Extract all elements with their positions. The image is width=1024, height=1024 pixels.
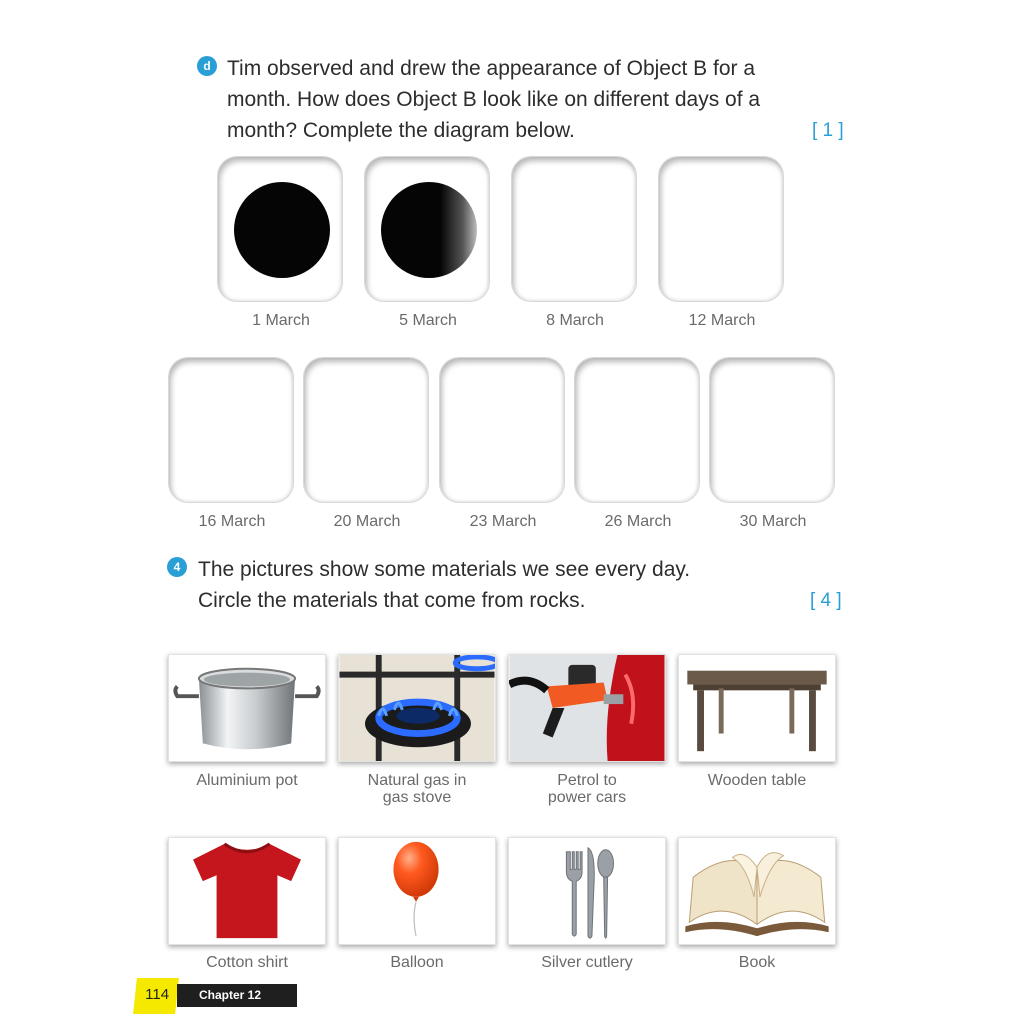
question-4-line-2: Circle the materials that come from rocks. bbox=[198, 589, 586, 612]
material-label: Natural gas in gas stove bbox=[367, 772, 467, 806]
question-d-line-1: Tim observed and drew the appearance of Object B for a bbox=[227, 57, 756, 80]
fuel-nozzle-icon bbox=[509, 655, 665, 761]
material-label: Petrol to power cars bbox=[547, 772, 627, 806]
moon-label: 30 March bbox=[739, 513, 807, 530]
cooking-pot-icon bbox=[169, 655, 325, 761]
question-4-line-1: The pictures show some materials we see every day. bbox=[198, 558, 691, 581]
moon-label: 26 March bbox=[604, 513, 672, 530]
moon-box-8-march[interactable] bbox=[511, 156, 637, 302]
question-d-line-2: month. How does Object B look like on different days of a bbox=[227, 88, 761, 111]
material-label: Silver cutlery bbox=[541, 954, 633, 971]
moon-box-12-march[interactable] bbox=[658, 156, 784, 302]
moon-box-1-march[interactable] bbox=[217, 156, 343, 302]
moon-label: 16 March bbox=[198, 513, 266, 530]
table-icon bbox=[679, 655, 835, 761]
question-d-line-3: month? Complete the diagram below. bbox=[227, 119, 575, 142]
wooden-table-picture[interactable] bbox=[678, 654, 836, 762]
material-label: Aluminium pot bbox=[196, 772, 298, 789]
moon-box-5-march[interactable] bbox=[364, 156, 490, 302]
question-badge-d: d bbox=[197, 56, 217, 76]
material-label: Wooden table bbox=[707, 772, 807, 789]
balloon-picture[interactable] bbox=[338, 837, 496, 945]
moon-label: 8 March bbox=[546, 312, 604, 329]
waxing-crescent-moon-icon bbox=[381, 182, 477, 278]
question-4-text bbox=[198, 554, 690, 616]
page-number: 114 bbox=[145, 986, 170, 1003]
moon-box-23-march[interactable] bbox=[439, 357, 565, 503]
aluminium-pot-picture[interactable] bbox=[168, 654, 326, 762]
moon-box-26-march[interactable] bbox=[574, 357, 700, 503]
moon-label: 1 March bbox=[252, 312, 310, 329]
cotton-shirt-picture[interactable] bbox=[168, 837, 326, 945]
question-d-text bbox=[227, 53, 760, 146]
page-number-tab bbox=[133, 978, 179, 1014]
material-label: Cotton shirt bbox=[206, 954, 288, 971]
new-moon-icon bbox=[234, 182, 330, 278]
moon-box-16-march[interactable] bbox=[168, 357, 294, 503]
chapter-bar bbox=[177, 984, 297, 1007]
open-book-icon bbox=[679, 838, 835, 944]
petrol-nozzle-picture[interactable] bbox=[508, 654, 666, 762]
moon-label: 20 March bbox=[333, 513, 401, 530]
question-badge-4: 4 bbox=[167, 557, 187, 577]
question-d-marks: [ 1 ] bbox=[812, 120, 844, 141]
book-picture[interactable] bbox=[678, 837, 836, 945]
moon-label: 12 March bbox=[688, 312, 756, 329]
question-4-marks: [ 4 ] bbox=[810, 590, 842, 611]
moon-label: 5 March bbox=[399, 312, 457, 329]
moon-box-20-march[interactable] bbox=[303, 357, 429, 503]
silver-cutlery-picture[interactable] bbox=[508, 837, 666, 945]
moon-label: 23 March bbox=[469, 513, 537, 530]
material-label: Balloon bbox=[390, 954, 444, 971]
moon-box-30-march[interactable] bbox=[709, 357, 835, 503]
material-label: Book bbox=[738, 954, 776, 971]
gas-stove-picture[interactable] bbox=[338, 654, 496, 762]
t-shirt-icon bbox=[169, 838, 325, 944]
chapter-label: Chapter 12 bbox=[199, 988, 262, 1002]
cutlery-icon bbox=[509, 838, 665, 944]
gas-burner-flame-icon bbox=[339, 655, 495, 761]
balloon-icon bbox=[339, 838, 495, 944]
